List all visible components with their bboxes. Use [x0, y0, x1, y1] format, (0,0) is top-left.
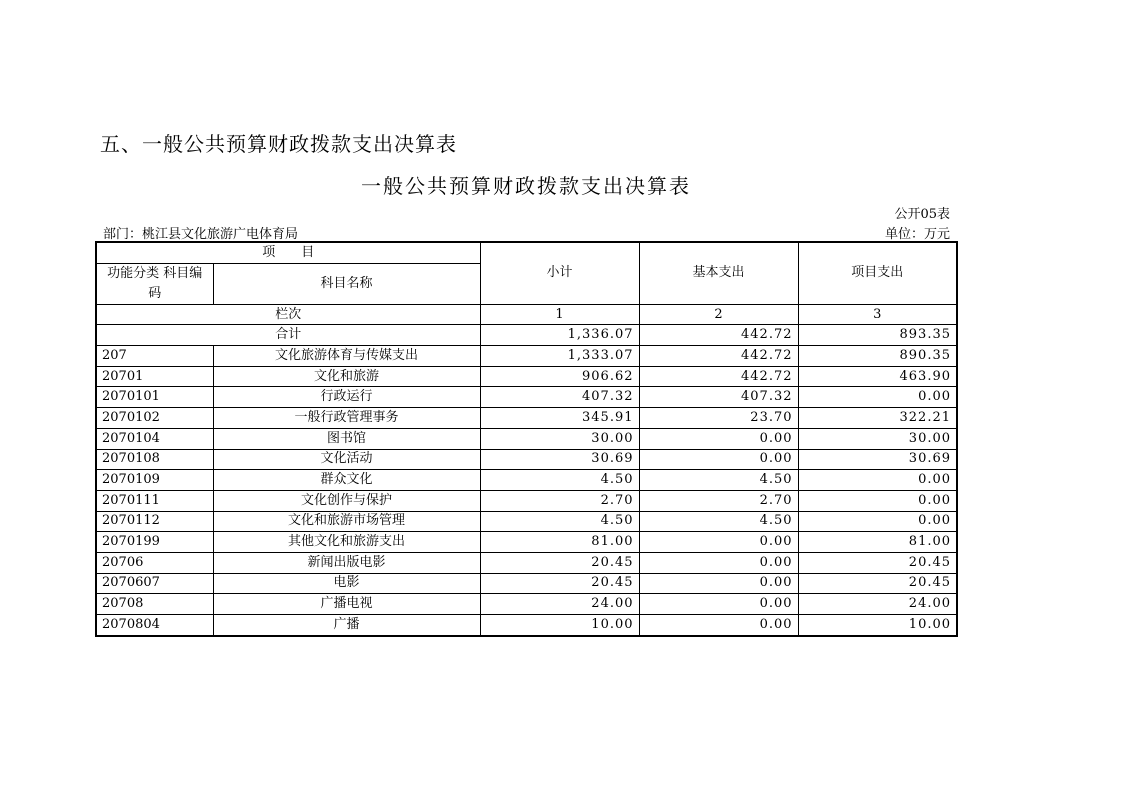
table-row — [96, 387, 957, 408]
row-project: 890.35 — [798, 346, 957, 367]
table-row — [96, 346, 957, 367]
row-name: 新闻出版电影 — [213, 552, 480, 573]
column-index-1: 1 — [480, 304, 639, 325]
row-code: 207 — [96, 346, 213, 367]
header-name: 科目名称 — [213, 263, 480, 304]
row-project: 10.00 — [798, 615, 957, 636]
table-row — [96, 366, 957, 387]
total-project: 893.35 — [798, 325, 957, 346]
row-project: 0.00 — [798, 511, 957, 532]
row-code: 2070108 — [96, 449, 213, 470]
row-project: 24.00 — [798, 594, 957, 615]
row-project: 322.21 — [798, 408, 957, 429]
row-code: 2070104 — [96, 428, 213, 449]
row-subtotal: 407.32 — [480, 387, 639, 408]
row-name: 群众文化 — [213, 470, 480, 491]
row-project: 0.00 — [798, 470, 957, 491]
row-basic: 2.70 — [639, 490, 798, 511]
row-code: 2070101 — [96, 387, 213, 408]
row-project: 20.45 — [798, 573, 957, 594]
unit-label: 单位：万元 — [884, 227, 950, 242]
row-name: 文化旅游体育与传媒支出 — [213, 346, 480, 367]
row-code: 2070607 — [96, 573, 213, 594]
row-basic: 442.72 — [639, 366, 798, 387]
row-project: 0.00 — [798, 387, 957, 408]
row-subtotal: 20.45 — [480, 573, 639, 594]
table-row — [96, 594, 957, 615]
column-index-2: 2 — [639, 304, 798, 325]
row-basic: 23.70 — [639, 408, 798, 429]
row-basic: 0.00 — [639, 615, 798, 636]
header-basic: 基本支出 — [639, 242, 798, 304]
total-subtotal: 1,336.07 — [480, 325, 639, 346]
row-basic: 0.00 — [639, 428, 798, 449]
row-code: 2070804 — [96, 615, 213, 636]
header-subtotal: 小计 — [480, 242, 639, 304]
row-name: 广播 — [213, 615, 480, 636]
row-project: 0.00 — [798, 490, 957, 511]
row-subtotal: 906.62 — [480, 366, 639, 387]
row-subtotal: 345.91 — [480, 408, 639, 429]
row-name: 广播电视 — [213, 594, 480, 615]
row-basic: 0.00 — [639, 573, 798, 594]
table-row — [96, 615, 957, 636]
table-row — [96, 552, 957, 573]
row-code: 20708 — [96, 594, 213, 615]
table-row — [96, 511, 957, 532]
row-basic: 0.00 — [639, 532, 798, 553]
row-subtotal: 30.00 — [480, 428, 639, 449]
row-basic: 0.00 — [639, 449, 798, 470]
table-row — [96, 490, 957, 511]
row-code: 20706 — [96, 552, 213, 573]
document-title: 一般公共预算财政拨款支出决算表 — [361, 174, 691, 198]
row-subtotal: 2.70 — [480, 490, 639, 511]
header-row-top — [96, 242, 957, 263]
table-row — [96, 470, 957, 491]
row-subtotal: 81.00 — [480, 532, 639, 553]
row-code: 2070111 — [96, 490, 213, 511]
row-name: 电影 — [213, 573, 480, 594]
row-basic: 0.00 — [639, 594, 798, 615]
row-subtotal: 10.00 — [480, 615, 639, 636]
header-code: 功能分类 科目编码 — [96, 263, 213, 304]
row-subtotal: 1,333.07 — [480, 346, 639, 367]
row-project: 463.90 — [798, 366, 957, 387]
row-project: 30.69 — [798, 449, 957, 470]
row-basic: 442.72 — [639, 346, 798, 367]
row-subtotal: 4.50 — [480, 511, 639, 532]
row-name: 一般行政管理事务 — [213, 408, 480, 429]
row-code: 20701 — [96, 366, 213, 387]
column-index-label: 栏次 — [96, 304, 480, 325]
row-subtotal: 30.69 — [480, 449, 639, 470]
row-code: 2070109 — [96, 470, 213, 491]
row-basic: 0.00 — [639, 552, 798, 573]
row-basic: 407.32 — [639, 387, 798, 408]
row-project: 30.00 — [798, 428, 957, 449]
department-label: 部门：桃江县文化旅游广电体育局 — [103, 227, 299, 242]
form-number: 公开05表 — [894, 207, 950, 222]
row-project: 20.45 — [798, 552, 957, 573]
row-name: 文化和旅游 — [213, 366, 480, 387]
row-name: 其他文化和旅游支出 — [213, 532, 480, 553]
row-subtotal: 20.45 — [480, 552, 639, 573]
row-name: 文化创作与保护 — [213, 490, 480, 511]
row-subtotal: 24.00 — [480, 594, 639, 615]
row-name: 文化和旅游市场管理 — [213, 511, 480, 532]
expenditure-table — [95, 241, 958, 637]
row-basic: 4.50 — [639, 511, 798, 532]
table-row — [96, 408, 957, 429]
row-name: 图书馆 — [213, 428, 480, 449]
row-code: 2070102 — [96, 408, 213, 429]
table-row — [96, 428, 957, 449]
row-name: 文化活动 — [213, 449, 480, 470]
total-basic: 442.72 — [639, 325, 798, 346]
column-index-3: 3 — [798, 304, 957, 325]
table-row — [96, 532, 957, 553]
row-name: 行政运行 — [213, 387, 480, 408]
row-project: 81.00 — [798, 532, 957, 553]
total-row — [96, 325, 957, 346]
table-row — [96, 449, 957, 470]
section-heading: 五、一般公共预算财政拨款支出决算表 — [100, 132, 457, 156]
row-code: 2070112 — [96, 511, 213, 532]
column-index-row — [96, 304, 957, 325]
total-label: 合计 — [96, 325, 480, 346]
table-row — [96, 573, 957, 594]
row-code: 2070199 — [96, 532, 213, 553]
header-item: 项 目 — [96, 242, 480, 263]
row-basic: 4.50 — [639, 470, 798, 491]
header-project: 项目支出 — [798, 242, 957, 304]
row-subtotal: 4.50 — [480, 470, 639, 491]
